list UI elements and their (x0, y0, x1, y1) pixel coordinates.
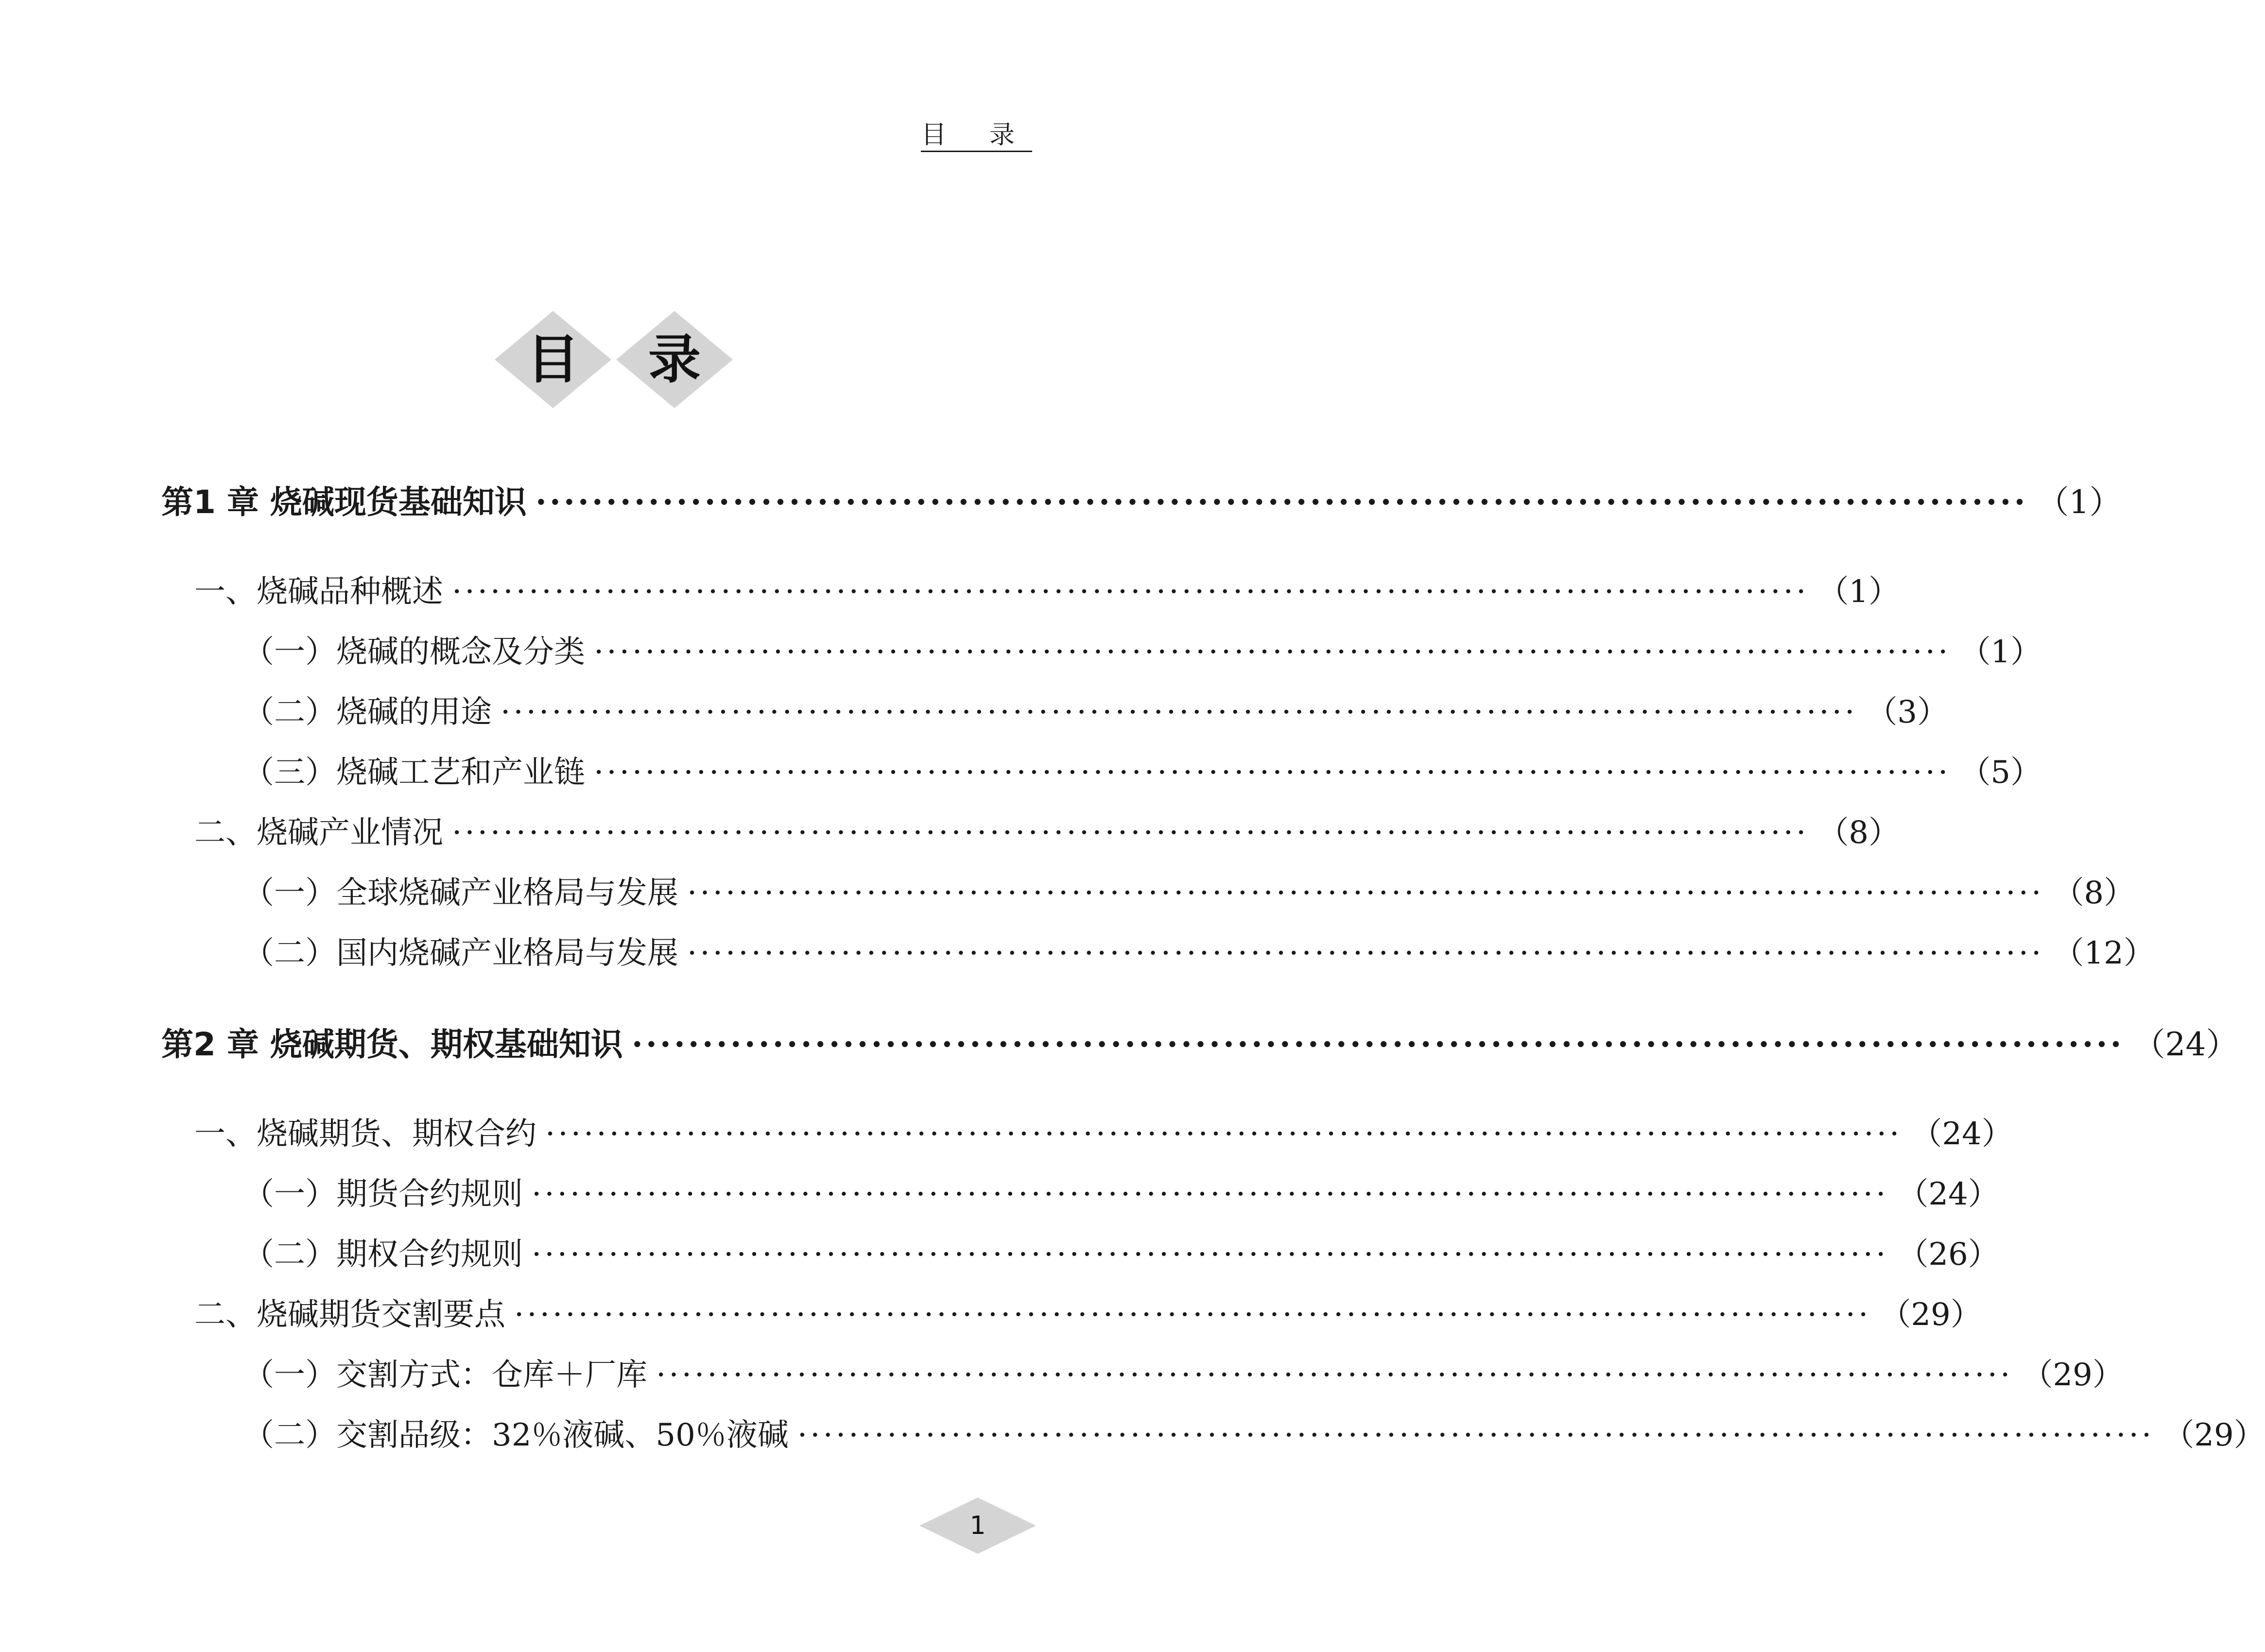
toc-entry-label: （一）期货合约规则 (243, 1176, 523, 1212)
page-number: 1 (969, 1511, 986, 1540)
toc-leader-dots: ·········································································································· (631, 1025, 2125, 1063)
toc-entry-subsection[interactable] (243, 1176, 1999, 1212)
toc-leader-dots: ·········································································································· (532, 1176, 1889, 1212)
toc-entry-label: 第2 章 烧碱期货、期权基础知识 (161, 1026, 623, 1063)
toc-entry-subsection[interactable] (243, 1237, 1999, 1273)
toc-leader-dots: ·········································································································· (514, 1297, 1871, 1333)
toc-entry-page: （24） (1897, 1176, 1999, 1212)
toc-entry-page: （24） (1911, 1116, 2013, 1152)
toc-entry-label: （一）烧碱的概念及分类 (243, 634, 585, 670)
toc-entry-section[interactable] (194, 574, 1900, 610)
toc-entry-subsection[interactable] (243, 1417, 2265, 1453)
toc-entry-label: （二）交割品级：32％液碱、50％液碱 (243, 1417, 789, 1453)
toc-entry-label: （三）烧碱工艺和产业链 (243, 755, 585, 791)
toc-leader-dots: ·········································································································· (452, 815, 1809, 851)
toc-entry-page: （26） (1897, 1237, 1999, 1273)
toc-entry-subsection[interactable] (243, 875, 2135, 911)
toc-entry-label: （一）交割方式：仓库＋厂库 (243, 1357, 647, 1393)
running-header: 目 录 (921, 122, 1032, 152)
toc-entry-page: （3） (1866, 694, 1949, 730)
toc-entry-page: （1） (2037, 483, 2122, 521)
toc-entry-page: （29） (1880, 1297, 1982, 1333)
toc-entry-label: （二）烧碱的用途 (243, 694, 492, 730)
toc-entry-subsection[interactable] (243, 634, 2042, 670)
toc-leader-dots: ·········································································································· (687, 875, 2044, 911)
toc-leader-dots: ·········································································································· (501, 694, 1858, 730)
toc-entry-section[interactable] (194, 1116, 2013, 1152)
toc-entry-subsection[interactable] (243, 935, 2155, 971)
toc-entry-page: （12） (2053, 935, 2155, 971)
toc-leader-dots: ·········································································································· (532, 1237, 1889, 1273)
toc-entry-label: （一）全球烧碱产业格局与发展 (243, 875, 678, 911)
toc-entry-subsection[interactable] (243, 1357, 2124, 1393)
title-char-2: 录 (648, 329, 701, 390)
toc-entry-page: （5） (1959, 755, 2042, 791)
toc-leader-dots: ·········································································································· (797, 1417, 2155, 1453)
toc-entry-page: （1） (1959, 634, 2042, 670)
page-number-badge (919, 1497, 1036, 1554)
toc-leader-dots: ·········································································································· (656, 1357, 2013, 1393)
toc-entry-page: （29） (2163, 1417, 2265, 1453)
toc-entry-label: （二）期权合约规则 (243, 1237, 523, 1273)
toc-entry-label: 二、烧碱期货交割要点 (194, 1297, 505, 1333)
toc-entry-page: （1） (1817, 574, 1900, 610)
toc-leader-dots: ·········································································································· (594, 634, 1951, 670)
toc-entry-page: （29） (2022, 1357, 2124, 1393)
toc-entry-label: 第1 章 烧碱现货基础知识 (161, 483, 527, 521)
toc-leader-dots: ·········································································································· (594, 755, 1951, 791)
toc-entry-label: 一、烧碱品种概述 (194, 574, 443, 610)
toc-entry-page: （24） (2133, 1026, 2238, 1063)
toc-entry-chapter-1[interactable] (161, 483, 2122, 521)
toc-entry-page: （8） (2053, 875, 2135, 911)
toc-leader-dots: ·········································································································· (687, 935, 2044, 971)
toc-leader-dots: ·········································································································· (535, 483, 2028, 521)
toc-entry-subsection[interactable] (243, 694, 1949, 730)
toc-entry-section[interactable] (194, 1297, 1982, 1333)
toc-entry-subsection[interactable] (243, 755, 2042, 791)
toc-leader-dots: ·········································································································· (452, 574, 1809, 610)
toc-entry-section[interactable] (194, 815, 1900, 851)
toc-entry-label: 一、烧碱期货、期权合约 (194, 1116, 536, 1152)
toc-leader-dots: ·········································································································· (545, 1116, 1902, 1152)
title-char-1: 目 (526, 329, 579, 390)
toc-entry-page: （8） (1817, 815, 1900, 851)
toc-entry-chapter-2[interactable] (161, 1025, 2238, 1063)
toc-entry-label: 二、烧碱产业情况 (194, 815, 443, 851)
toc-entry-label: （二）国内烧碱产业格局与发展 (243, 935, 678, 971)
